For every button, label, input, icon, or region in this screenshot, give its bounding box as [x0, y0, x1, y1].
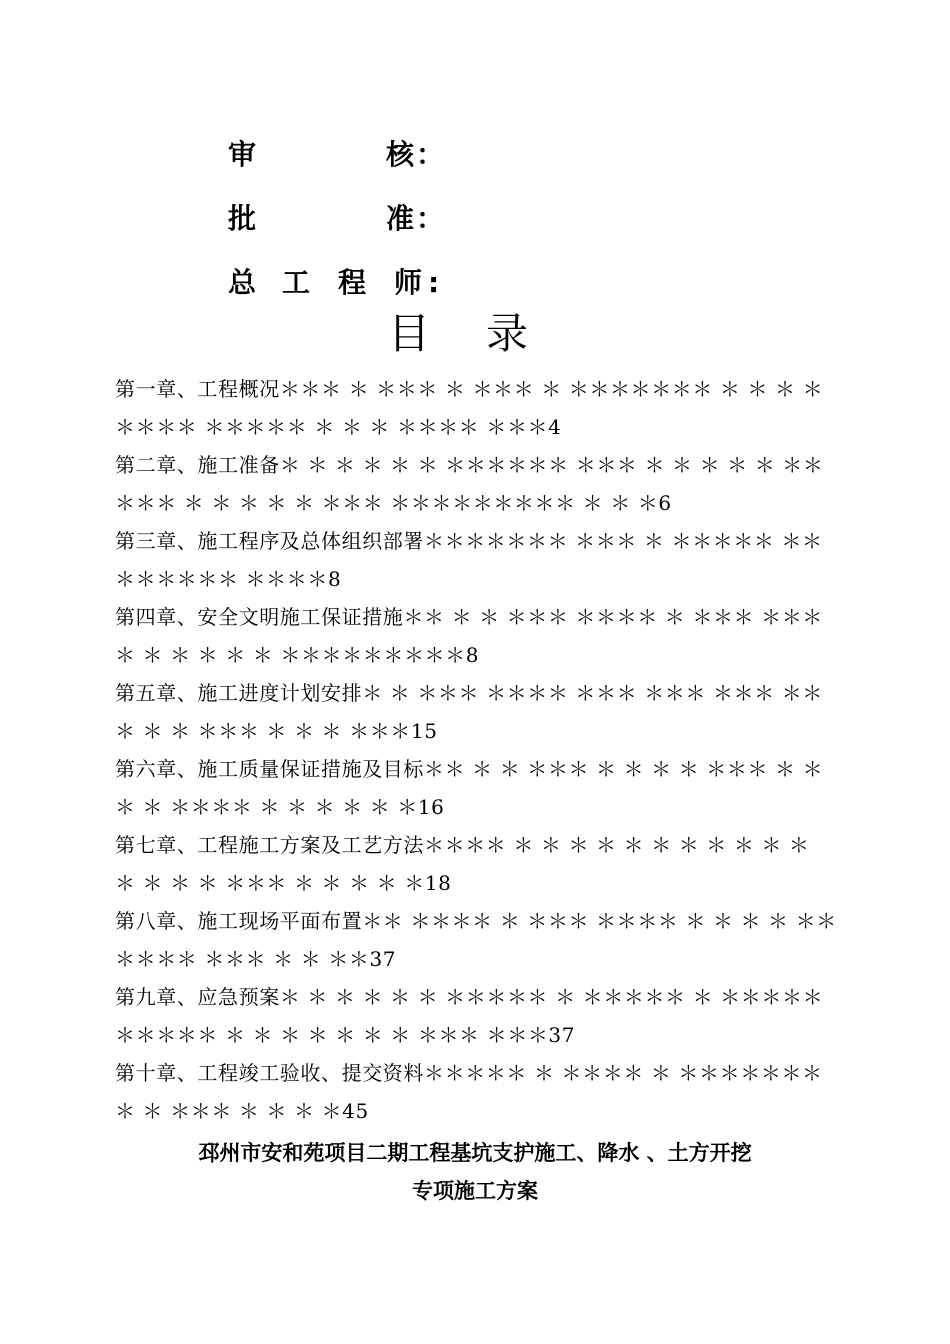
toc-page-number: 18 — [424, 871, 452, 895]
toc-entry[interactable] — [115, 978, 837, 1054]
toc-chapter: 第七章、工程施工方案及工艺方法 — [115, 833, 424, 857]
toc-chapter: 第六章、施工质量保证措施及目标 — [115, 757, 424, 781]
chief-engineer-char: 总 — [228, 266, 257, 299]
toc-chapter: 第八章、施工现场平面布置 — [115, 909, 363, 933]
toc-leader: ＊＊＊ ＊ ＊＊＊ ＊ ＊＊＊ ＊ ＊＊＊＊＊＊＊ ＊ ＊ ＊ ＊ ＊＊＊＊ ＊＊＊＊＊ ＊ ＊ ＊ ＊＊＊＊ ＊＊＊ — [115, 377, 824, 439]
toc-chapter: 第一章、工程概况 — [115, 377, 280, 401]
document-title — [0, 1134, 950, 1210]
toc-leader: ＊＊＊＊ ＊ ＊ ＊ ＊ ＊ ＊ ＊ ＊ ＊ ＊ ＊ ＊ ＊ ＊ ＊ ＊＊＊ ＊ ＊ ＊ ＊ ＊ — [115, 833, 810, 895]
toc-leader: ＊ ＊ ＊ ＊ ＊ ＊ ＊＊＊＊＊＊ ＊＊＊ ＊ ＊ ＊ ＊ ＊ ＊＊＊＊＊ ＊ ＊ ＊ ＊ ＊ ＊＊＊ ＊＊＊＊＊＊＊＊＊ ＊ ＊ ＊ — [115, 453, 824, 515]
table-of-contents — [115, 370, 837, 1130]
toc-leader: ＊＊＊＊＊＊＊ ＊＊＊ ＊ ＊＊＊＊＊ ＊＊＊＊＊＊＊＊ ＊＊＊＊ — [115, 529, 823, 591]
toc-chapter: 第二章、施工准备 — [115, 453, 280, 477]
toc-title-char: 目 — [388, 309, 431, 358]
toc-entry[interactable] — [115, 750, 837, 826]
toc-entry[interactable] — [115, 674, 837, 750]
toc-chapter: 第九章、应急预案 — [115, 985, 280, 1009]
toc-entry[interactable] — [115, 598, 837, 674]
toc-title-char: 录 — [486, 309, 529, 358]
document-title-line2: 专项施工方案 — [412, 1179, 538, 1203]
toc-chapter: 第三章、施工程序及总体组织部署 — [115, 529, 424, 553]
approver-label-char: 批 — [228, 202, 257, 235]
toc-entry[interactable] — [115, 522, 837, 598]
toc-leader: ＊＊ ＊＊＊＊ ＊ ＊＊＊ ＊＊＊＊ ＊ ＊ ＊ ＊ ＊＊＊＊＊＊ ＊＊＊ ＊ ＊ ＊＊ — [115, 909, 837, 971]
reviewer-label-char: 审 — [228, 138, 257, 171]
toc-page-number: 4 — [548, 415, 562, 439]
toc-chapter: 第四章、安全文明施工保证措施 — [115, 605, 404, 629]
toc-chapter: 第十章、工程竣工验收、提交资料 — [115, 1061, 424, 1085]
toc-entry[interactable] — [115, 826, 837, 902]
toc-entry[interactable] — [115, 902, 837, 978]
toc-entry[interactable] — [115, 370, 837, 446]
approver-label-char: 准 — [386, 202, 415, 235]
approver-colon: ： — [416, 202, 445, 235]
toc-page-number: 37 — [548, 1023, 576, 1047]
toc-entry[interactable] — [115, 1054, 837, 1130]
toc-leader: ＊＊ ＊ ＊ ＊＊＊ ＊＊＊＊ ＊ ＊＊＊ ＊＊＊ ＊ ＊ ＊ ＊ ＊ ＊ ＊＊＊＊＊＊＊＊＊ — [115, 605, 823, 667]
chief-engineer-char: 师 — [394, 266, 423, 299]
toc-page-number: 15 — [410, 719, 438, 743]
toc-page-number: 45 — [342, 1099, 369, 1123]
chief-engineer-char: 工 — [282, 266, 311, 299]
toc-page-number: 8 — [465, 643, 480, 667]
toc-page-number: 6 — [658, 491, 672, 515]
reviewer-colon: ： — [416, 138, 445, 171]
document-title-line1: 邳州市安和苑项目二期工程基坑支护施工、降水 、土方开挖 — [198, 1141, 752, 1165]
toc-leader: ＊ ＊ ＊ ＊ ＊ ＊ ＊＊＊＊＊ ＊ ＊＊＊＊＊ ＊ ＊＊＊＊＊＊＊＊＊＊ ＊ ＊ ＊ ＊ ＊ ＊ ＊ ＊＊＊ ＊＊＊ — [115, 985, 824, 1047]
toc-page-number: 37 — [369, 947, 397, 971]
toc-page-number: 16 — [417, 795, 445, 819]
toc-leader: ＊＊＊＊＊ ＊ ＊＊＊＊ ＊ ＊＊＊＊＊＊＊＊ ＊ ＊＊＊ ＊ ＊ ＊ ＊ — [115, 1061, 823, 1123]
chief-engineer-colon: : — [428, 266, 440, 299]
toc-entry[interactable] — [115, 446, 837, 522]
chief-engineer-char: 程 — [338, 266, 367, 299]
toc-page-number: 8 — [327, 567, 342, 591]
toc-leader: ＊ ＊ ＊＊＊ ＊＊＊＊ ＊＊＊ ＊＊＊ ＊＊＊ ＊＊＊ ＊ ＊ ＊＊＊ ＊ ＊ ＊ ＊＊＊ — [115, 681, 823, 743]
reviewer-label-char: 核 — [386, 138, 415, 171]
toc-leader: ＊＊ ＊ ＊ ＊＊＊ ＊ ＊ ＊ ＊ ＊＊＊ ＊ ＊ ＊ ＊ ＊＊＊＊ ＊ ＊ ＊ ＊ ＊ ＊ — [115, 757, 824, 819]
toc-chapter: 第五章、施工进度计划安排 — [115, 681, 363, 705]
